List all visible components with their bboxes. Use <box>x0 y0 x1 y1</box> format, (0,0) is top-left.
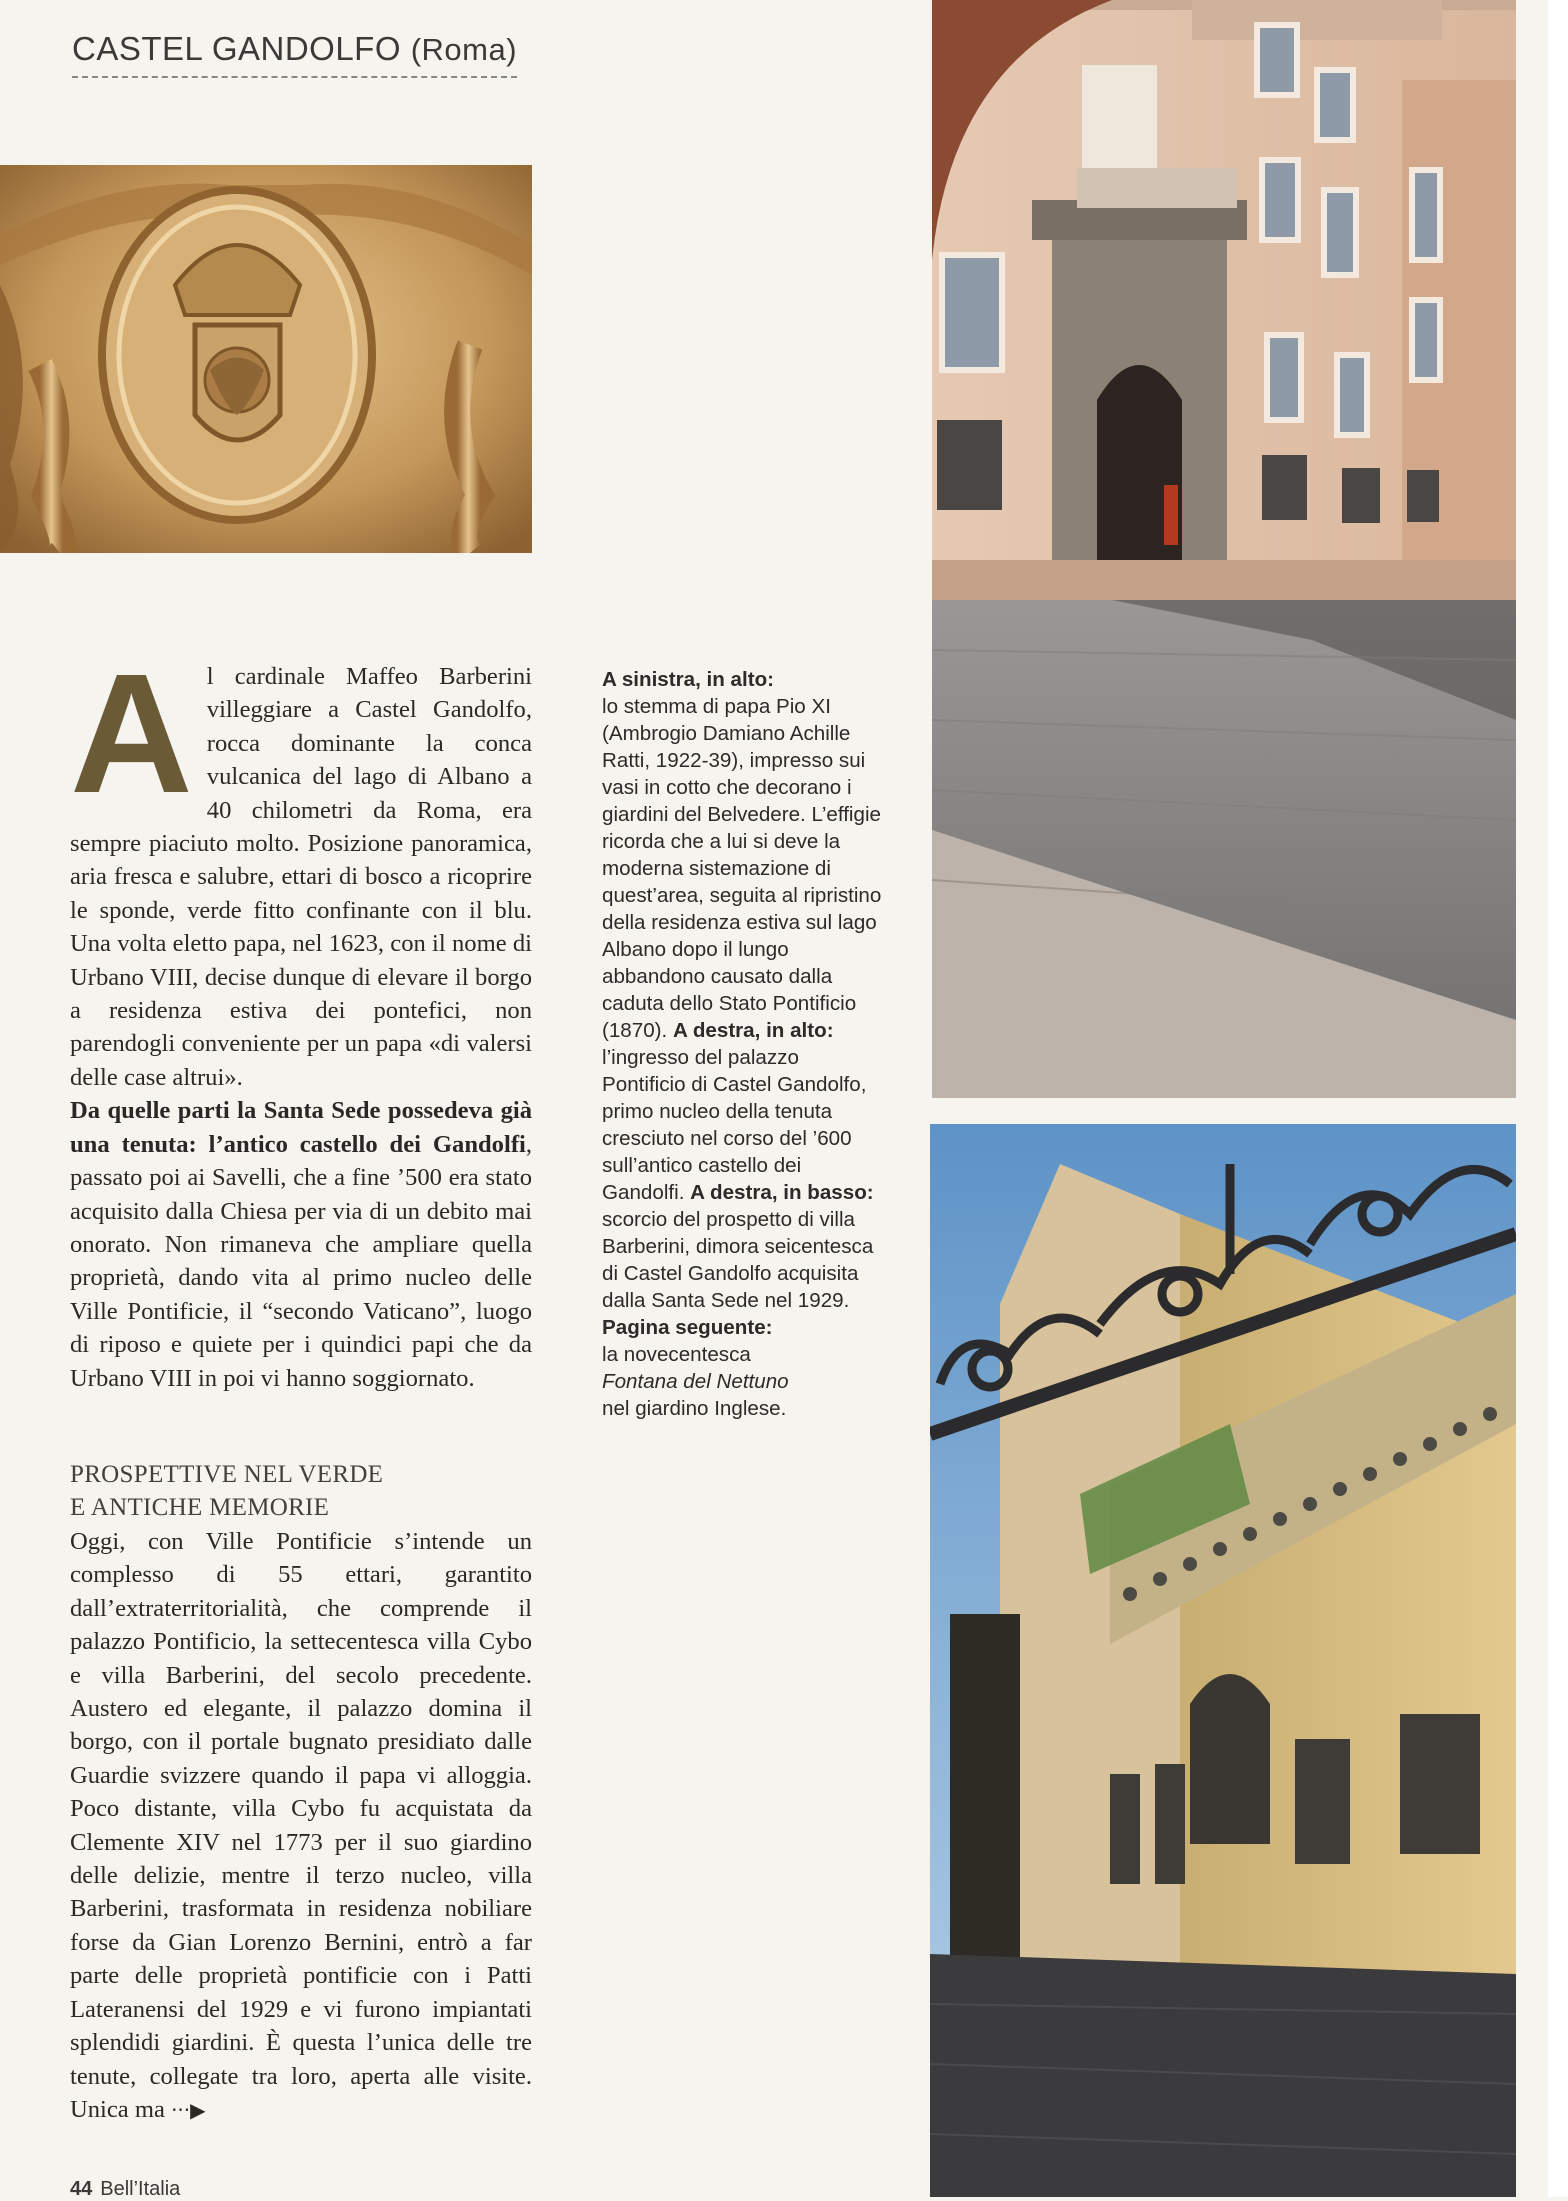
article-column-2 <box>70 1525 532 2127</box>
caption-text-next-page-a: la novecentesca <box>602 1343 751 1366</box>
photo-villa-barberini <box>930 1124 1516 2197</box>
caption-heading-right-top: A destra, in alto: <box>673 1019 834 1042</box>
header-region: (Roma) <box>410 32 518 67</box>
paragraph-lead-bold: Da quelle parti la Santa Sede possedeva già una tenuta: l’antico castello dei Gandolfi <box>70 1097 532 1158</box>
page-number: 44 <box>70 2178 93 2200</box>
page-edge <box>1548 0 1568 2197</box>
caption-heading-right-bottom: A destra, in basso: <box>690 1181 874 1204</box>
caption-text-next-page-c: nel giardino Inglese. <box>602 1397 787 1420</box>
paragraph-intro: l cardinale Maffeo Barberini villeggiare a Castel Gandolfo, rocca dominante la conca vulcanica del lago di Albano a 40 chilometri da Roma, era sempre piaciuto molto. Posizione panoramica, aria fresca e salubre, ettari di bosco a ricoprire le sponde, verde fitto confinante con il blu. Una volta eletto papa, nel 1623, con il nome di Urbano VIII, decise dunque di elevare il borgo a residenza estiva dei pontefici, non parendogli conveniente per un papa «di valersi delle case altrui». <box>70 663 532 1091</box>
article-column-1 <box>70 639 532 1395</box>
caption-text-right-top: l’ingresso del palazzo Pontificio di Castel Gandolfo, primo nucleo della tenuta cresciuto nel corso del ’600 sull’antico castello dei Gandolfi. <box>602 1046 867 1204</box>
drop-cap: A <box>70 639 193 829</box>
photo-captions <box>602 666 882 1422</box>
magazine-name: Bell’Italia <box>100 2178 181 2200</box>
header-place: CASTEL GANDOLFO <box>72 30 402 67</box>
section-header <box>72 30 517 78</box>
section-subheading <box>70 1458 532 1524</box>
caption-text-left-top: lo stemma di papa Pio XI (Ambrogio Damiano Achille Ratti, 1922-39), impresso sui vasi in cotto che decorano i giardini del Belvedere. L’effigie ricorda che a lui si deve la moderna sistemazione di quest’area, seguita al ripristino della residenza estiva sul lago Albano dopo il lungo abbandono causato dalla caduta dello Stato Pontificio (1870). <box>602 695 882 1042</box>
page-folio <box>70 2178 180 2201</box>
continue-arrow-icon: ···▶ <box>171 2097 206 2122</box>
photo-papal-coat-of-arms <box>0 165 532 553</box>
caption-text-right-bottom: scorcio del prospetto di villa Barberini, dimora seicentesca di Castel Gandolfo acquisita dalla Santa Sede nel 1929. <box>602 1208 874 1312</box>
subheading-line-1: PROSPETTIVE NEL VERDE <box>70 1461 384 1488</box>
caption-text-next-page-title: Fontana del Nettuno <box>602 1370 789 1393</box>
caption-heading-next-page: Pagina seguente: <box>602 1316 773 1339</box>
paragraph-castle: , passato poi ai Savelli, che a fine ’500 era stato acquisito dalla Chiesa per via di un debito mai onorato. Non rimaneva che ampliare quella proprietà, dando vita al primo nucleo delle Ville Pontificie, il “secondo Vaticano”, luogo di riposo e quiete per i quindici papi che da Urbano VIII in poi vi hanno soggiornato. <box>70 1130 532 1392</box>
photo-palazzo-pontificio-entrance <box>932 0 1516 1098</box>
paragraph-ville-pontificie: Oggi, con Ville Pontificie s’intende un complesso di 55 ettari, garantito dall’extraterritorialità, che comprende il palazzo Pontificio, la settecentesca villa Cybo e villa Barberini, del secolo precedente. Austero ed elegante, il palazzo domina il borgo, con il portale bugnato presidiato dalle Guardie svizzere quando il papa vi alloggia. Poco distante, villa Cybo fu acquistata da Clemente XIV nel 1773 per il suo giardino delle delizie, mentre il terzo nucleo, villa Barberini, trasformata in residenza nobiliare forse da Gian Lorenzo Bernini, entrò a far parte delle proprietà pontificie con i Patti Lateranensi del 1929 e vi furono impiantati splendidi giardini. È questa l’unica delle tre tenute, collegate tra loro, aperta alle visite. Unica ma <box>70 1528 532 2123</box>
caption-heading-left-top: A sinistra, in alto: <box>602 668 775 691</box>
subheading-line-2: E ANTICHE MEMORIE <box>70 1494 330 1521</box>
